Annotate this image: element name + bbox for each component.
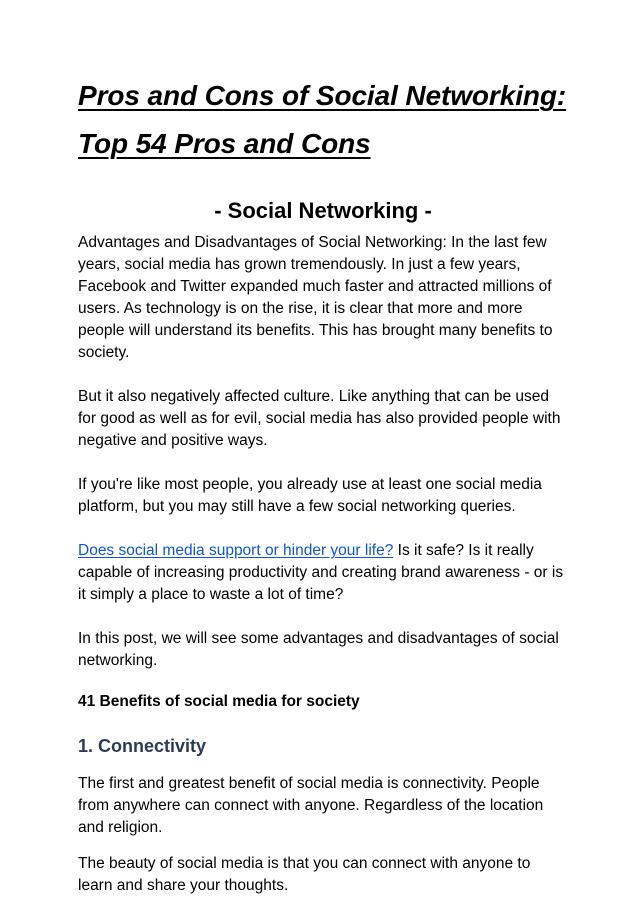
post-paragraph: In this post, we will see some advantages and disadvantages of social networking. <box>78 630 559 669</box>
intro-paragraph-3: If you're like most people, you already use at least one social media platform, but you may still have a few social networking queries. <box>78 476 542 515</box>
document-page <box>78 72 568 897</box>
document-title: Pros and Cons of Social Networking: Top 54 Pros and Cons <box>78 80 567 159</box>
intro-paragraph-2: But it also negatively affected culture. Like anything that can be used for good as well as for evil, social media has also provided people with negative and positive ways. <box>78 388 561 449</box>
benefits-heading: 41 Benefits of social media for society <box>78 693 360 710</box>
intro-paragraph-1: Advantages and Disadvantages of Social Networking: In the last few years, social media has grown tremendously. In just a few years, Facebook and Twitter expanded much faster and attracted millions of users. As technology is on the rise, it is clear that more and more people will understand its benefits. This has brought many benefits to society. <box>78 234 553 361</box>
link-paragraph-rest: Is it safe? Is it really capable of increasing productivity and creating brand awareness - or is it simply a place to waste a lot of time? <box>78 542 564 603</box>
link-paragraph <box>78 540 568 606</box>
section-paragraph-1: The first and greatest benefit of social media is connectivity. People from anywhere can connect with anyone. Regardless of the location and religion. <box>78 775 544 836</box>
section-paragraph-2: The beauty of social media is that you can connect with anyone to learn and share your thoughts. <box>78 855 531 894</box>
section-heading-connectivity: 1. Connectivity <box>78 736 207 756</box>
social-media-life-link[interactable]: Does social media support or hinder your life? <box>78 542 394 559</box>
document-subtitle: - Social Networking - <box>214 198 432 223</box>
